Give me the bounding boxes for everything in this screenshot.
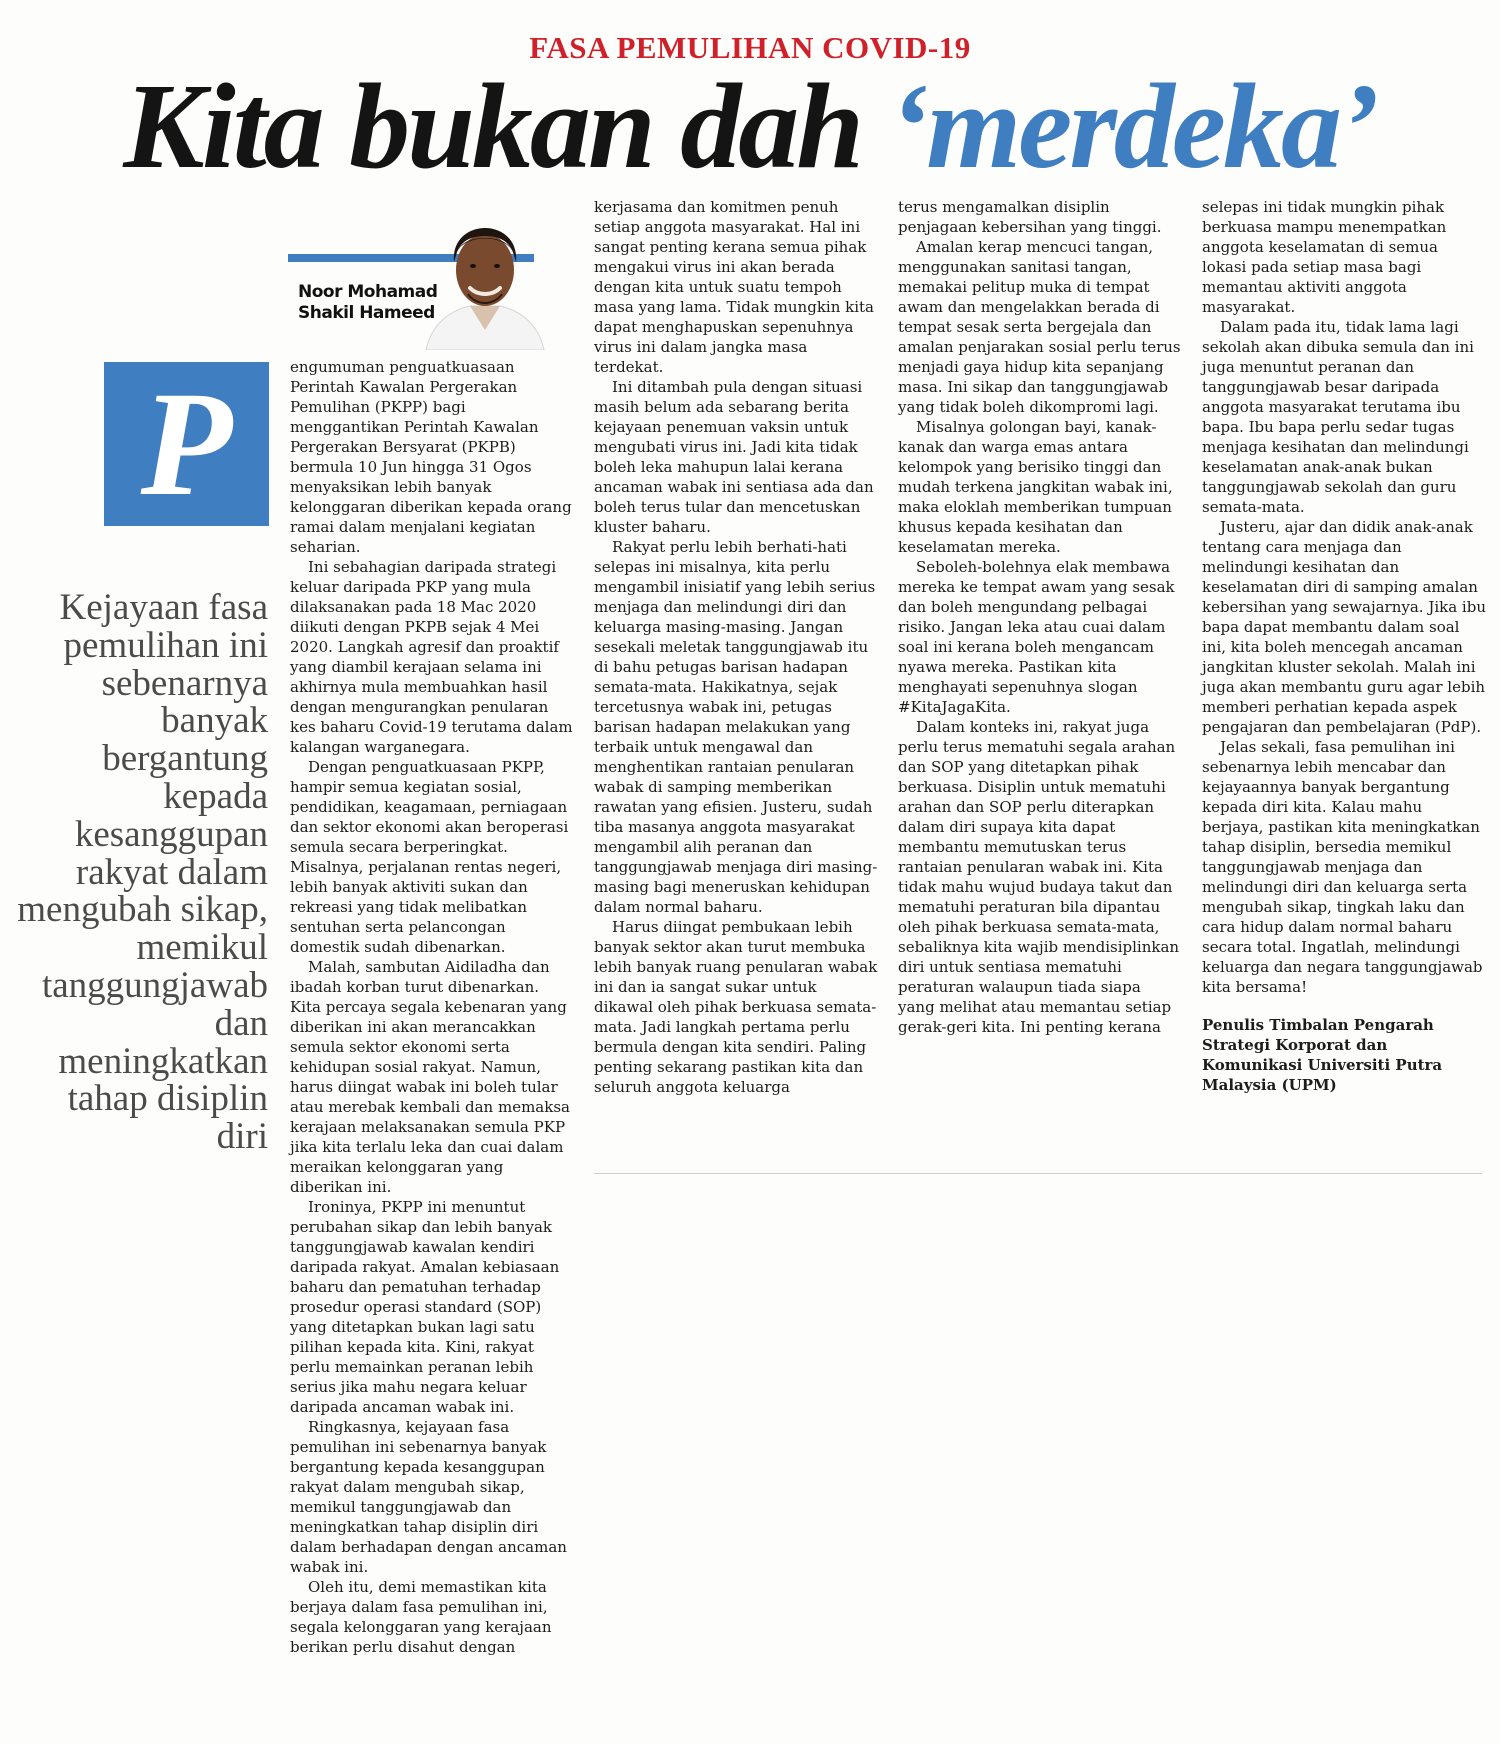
section-kicker: FASA PEMULIHAN COVID-19 [529, 30, 971, 65]
headline-accent: ‘merdeka’ [888, 59, 1377, 194]
column-3 [898, 197, 1182, 1037]
paragraph: Dalam konteks ini, rakyat juga perlu terus mematuhi segala arahan dan SOP yang ditetapkan pihak berkuasa. Disiplin untuk mematuhi arahan dan SOP perlu diterapkan dalam diri supaya kita dapat membantu memutuskan terus rantaian penularan wabak ini. Kita tidak mahu wujud budaya takut dan mematuhi peraturan bila dipantau oleh pihak berkuasa semata-mata, sebaliknya kita wajib mendisiplinkan diri untuk sentiasa mematuhi peraturan walaupun tiada siapa yang melihat atau memantau setiap gerak-geri kita. Ini penting kerana [898, 718, 1180, 1036]
column-1 [290, 357, 574, 1657]
author-credit: Penulis Timbalan Pengarah Strategi Korporat dan Komunikasi Universiti Putra Malaysia (UPM) [1202, 1016, 1443, 1094]
paragraph: Oleh itu, demi memastikan kita berjaya dalam fasa pemulihan ini, segala kelonggaran yang kerajaan berikan perlu disahut dengan [290, 1578, 552, 1656]
paragraph: Justeru, ajar dan didik anak-anak tentang cara menjaga dan melindungi kesihatan dan keselamatan diri di samping amalan kebersihan yang sewajarnya. Jika ibu bapa dapat membantu dalam soal ini, kita boleh mencegah ancaman jangkitan kluster sekolah. Malah ini juga akan membantu guru agar lebih memberi perhatian kepada aspek pengajaran dan pembelajaran (PdP). [1202, 518, 1486, 736]
byline-first-name: Noor Mohamad [298, 282, 438, 302]
paragraph: selepas ini tidak mungkin pihak berkuasa mampu menempatkan anggota keselamatan di semua lokasi pada setiap masa bagi memantau aktiviti anggota masyarakat. [1202, 198, 1447, 316]
pull-quote: Kejayaan fasa pemulihan ini sebenarnya banyak bergantung kepada kesanggupan rakyat dalam mengubah sikap, memikul tanggungjawab dan meningkatkan tahap disiplin diri [17, 587, 268, 1158]
paragraph: Rakyat perlu lebih berhati-hati selepas ini misalnya, kita perlu mengambil inisiatif yang lebih serius menjaga dan melindungi diri dan keluarga masing-masing. Jangan sesekali meletak tanggungjawab itu di bahu petugas barisan hadapan semata-mata. Hakikatnya, sejak tercetusnya wabak ini, petugas barisan hadapan melakukan yang terbaik untuk mengawal dan menghentikan rantaian penularan wabak di samping memberikan rawatan yang efisien. Justeru, sudah tiba masanya anggota masyarakat mengambil alih peranan dan tanggungjawab menjaga diri masing-masing bagi meneruskan kehidupan dalam normal baharu. [594, 538, 878, 916]
paragraph: Ini sebahagian daripada strategi keluar daripada PKP yang mula dilaksanakan pada 18 Mac 2020 diikuti dengan PKPB sejak 4 Mei 2020. Langkah agresif dan proaktif yang diambil kerajaan selama ini akhirnya mula membuahkan hasil dengan mengurangkan penularan kes baharu Covid-19 terutama dalam kalangan warganegara. [290, 558, 573, 756]
paragraph: Jelas sekali, fasa pemulihan ini sebenarnya lebih mencabar dan kejayaannya banyak bergantung kepada diri kita. Kalau mahu berjaya, pastikan kita meningkatkan tahap disiplin, bersedia memikul tanggungjawab menjaga dan melindungi diri dan keluarga serta mengubah sikap, tingkah laku dan cara hidup dalam normal baharu secara total. Ingatlah, melindungi keluarga dan negara tanggungjawab kita bersama! [1202, 738, 1483, 996]
paragraph: Harus diingat pembukaan lebih banyak sektor akan turut membuka lebih banyak ruang penularan wabak ini dan ia sangat sukar untuk dikawal oleh pihak berkuasa semata-mata. Jadi langkah pertama perlu bermula dengan kita sendiri. Paling penting sekarang pastikan kita dan seluruh anggota keluarga [594, 918, 878, 1096]
column-4 [1202, 197, 1486, 1095]
paragraph: terus mengamalkan disiplin penjagaan kebersihan yang tinggi. [898, 198, 1162, 236]
headline [0, 59, 1500, 194]
paragraph: Misalnya golongan bayi, kanak-kanak dan warga emas antara kelompok yang berisiko tinggi dan mudah terkena jangkitan wabak ini, maka eloklah memberikan tumpuan khusus kepada kesihatan dan keselamatan mereka. [898, 418, 1173, 556]
paragraph: Dalam pada itu, tidak lama lagi sekolah akan dibuka semula dan ini juga menuntut peranan dan tanggungjawab besar daripada anggota masyarakat terutama ibu bapa. Ibu bapa perlu sedar tugas menjaga kesihatan dan melindungi keselamatan anak-anak bukan tanggungjawab sekolah dan guru semata-mata. [1202, 318, 1474, 516]
drop-cap: P [104, 362, 269, 526]
paragraph: Malah, sambutan Aidiladha dan ibadah korban turut dibenarkan. Kita percaya segala kebenaran yang diberikan ini akan merancakkan semula sektor ekonomi serta kehidupan sosial rakyat. Namun, harus diingat wabak ini boleh tular atau merebak kembali dan memaksa kerajaan melaksanakan semula PKP jika kita terlalu leka dan cuai dalam meraikan kelonggaran yang diberikan ini. [290, 958, 570, 1196]
paragraph: Ringkasnya, kejayaan fasa pemulihan ini sebenarnya banyak bergantung kepada kesanggupan rakyat dalam mengubah sikap, memikul tanggungjawab dan meningkatkan tahap disiplin diri dalam berhadapan dengan ancaman wabak ini. [290, 1418, 567, 1576]
byline [298, 282, 437, 324]
author-photo [418, 210, 552, 350]
paragraph: kerjasama dan komitmen penuh setiap anggota masyarakat. Hal ini sangat penting kerana semua pihak mengakui virus ini akan berada dengan kita untuk suatu tempoh masa yang lama. Tidak mungkin kita dapat menghapuskan sepenuhnya virus ini dalam jangka masa terdekat. [594, 198, 874, 376]
paragraph: Seboleh-bolehnya elak membawa mereka ke tempat awam yang sesak dan boleh mengundang pelbagai risiko. Jangan leka atau cuai dalam soal ini kerana boleh mengancam nyawa mereka. Pastikan kita menghayati sepenuhnya slogan #KitaJagaKita. [898, 558, 1175, 716]
column-divider [594, 1173, 1482, 1174]
paragraph: engumuman penguatkuasaan Perintah Kawalan Pergerakan Pemulihan (PKPP) bagi menggantikan Perintah Kawalan Pergerakan Bersyarat (PKPB) bermula 10 Jun hingga 31 Ogos menyaksikan lebih banyak kelonggaran diberikan kepada orang ramai dalam menjalani kegiatan seharian. [290, 358, 572, 556]
paragraph: Ini ditambah pula dengan situasi masih belum ada sebarang berita kejayaan penemuan vaksin untuk mengubati virus ini. Jadi kita tidak boleh leka mahupun lalai kerana ancaman wabak ini sentiasa ada dan boleh terus tular dan mencetuskan kluster baharu. [594, 378, 874, 536]
headline-main: Kita bukan dah [123, 59, 889, 194]
paragraph: Ironinya, PKPP ini menuntut perubahan sikap dan lebih banyak tanggungjawab kawalan kendiri daripada rakyat. Amalan kebiasaan baharu dan pematuhan terhadap prosedur operasi standard (SOP) yang ditetapkan bukan lagi satu pilihan kepada kita. Kini, rakyat perlu memainkan peranan lebih serius jika mahu negara keluar daripada ancaman wabak ini. [290, 1198, 560, 1416]
byline-last-name: Shakil Hameed [298, 303, 435, 323]
column-2 [594, 197, 878, 1097]
paragraph: Dengan penguatkuasaan PKPP, hampir semua kegiatan sosial, pendidikan, keagamaan, perniagaan dan sektor ekonomi akan beroperasi semula secara berperingkat. Misalnya, perjalanan rentas negeri, lebih banyak aktiviti sukan dan rekreasi yang tidak melibatkan sentuhan serta pelancongan domestik sudah dibenarkan. [290, 758, 569, 956]
paragraph: Amalan kerap mencuci tangan, menggunakan sanitasi tangan, memakai pelitup muka di tempat awam dan mengelakkan berada di tempat sesak serta bergejala dan amalan penjarakan sosial perlu terus menjadi gaya hidup kita sepanjang masa. Ini sikap dan tanggungjawab yang tidak boleh dikompromi lagi. [898, 238, 1181, 416]
